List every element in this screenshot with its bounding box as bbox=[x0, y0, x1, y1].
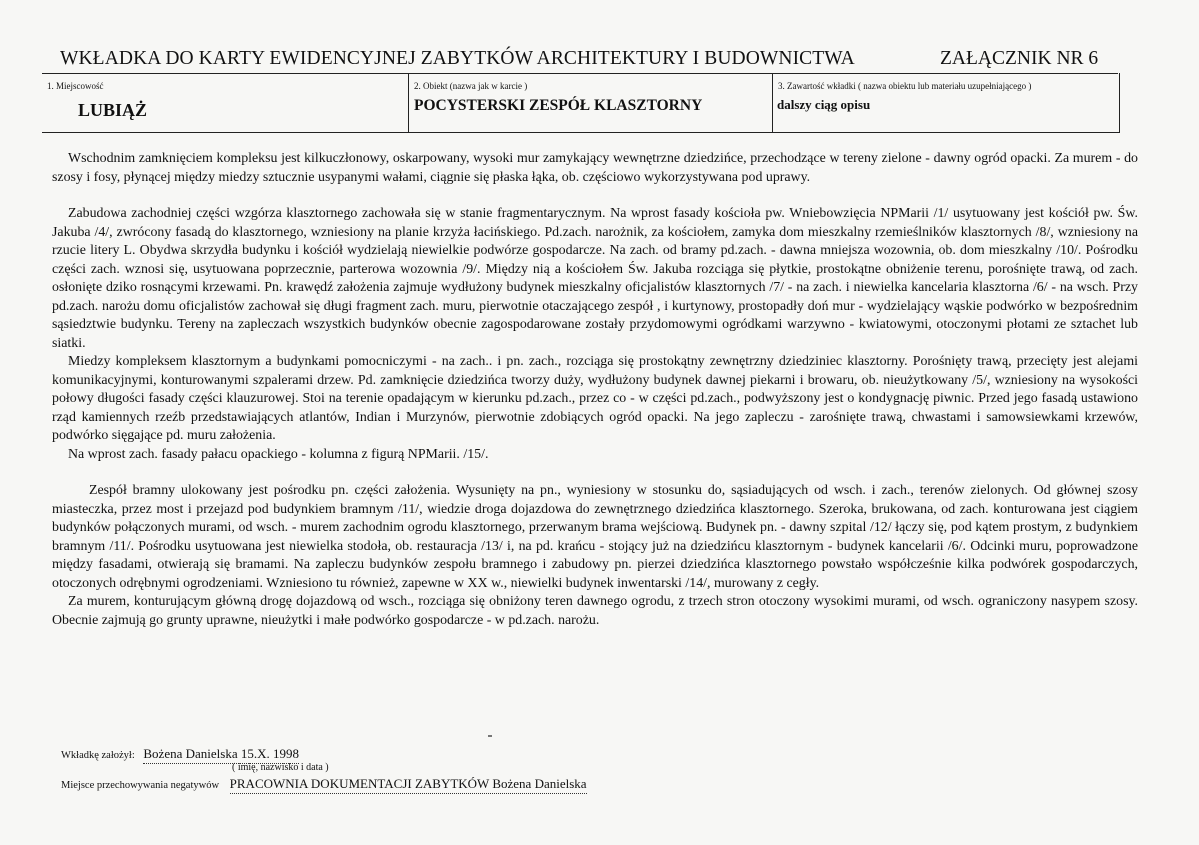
object-label: 2. Obiekt (nazwa jak w karcie ) bbox=[414, 81, 528, 91]
contents-value: dalszy ciąg opisu bbox=[777, 97, 871, 112]
document-title: WKŁADKA DO KARTY EWIDENCYJNEJ ZABYTKÓW ARCHITEKTURY I BUDOWNICTWA bbox=[60, 48, 855, 69]
storage-label: Miejsce przechowywania negatywów bbox=[61, 780, 220, 791]
contents-box bbox=[772, 73, 1120, 133]
storage-row bbox=[61, 776, 587, 794]
paragraph: Zabudowa zachodniej części wzgórza klasztornego zachowała się w stanie fragmentarycznym. Na wprost fasady kościoła pw. Wniebowzięcia NPMarii /1/ usytuowany jest kościół pw. Św. Jakuba /4/, zwrócony fasadą do klasztornego, wzniesiony na planie krzyża łacińskiego. Pd.zach. narożnik, za kościołem, zamyka dom mieszkalny rzemieślników klasztornych /8/, wzniesiony na rzucie litery L. Obydwa skrzydła budynku i kościół wydzielają niewielkie podwórze gospodarcze. Na zach. od bramy pd.zach. - dawna mniejsza wozownia, ob. dom mieszkalny /10/. Pośrodku części zach. wznosi się, usytuowana poprzecznie, parterowa wozownia /9/. Między nią a kościołem Św. Jakuba rozciąga się płytkie, prostokątne obniżenie terenu, porośnięte trawą, od zach. osłonięte dziko rosnącymi krzewami. Pn. krawędź założenia zajmuje wydłużony budynek mieszkalny oficjalistów klasztornych /7/ - na zach. i niewielka kancelaria klasztorna /6/ - na wsch. Przy pd.zach. narożu domu oficjalistów zachował się długi fragment zach. muru, pierwotnie otaczającego zespół , i kurtynowy, prostopadły doń mur - wydzielający wąskie podwórko w bezpośrednim sąsiedztwie budynku. Tereny na zapleczach wszystkich budynków obecnie zagospodarowane zostały przydomowymi ogródkami warzywno - kwiatowymi, otoczonymi płotami ze sztachet lub siatki. bbox=[52, 206, 1138, 351]
created-by-hint: ( imię, nazwisko i data ) bbox=[232, 762, 329, 773]
object-value: POCYSTERSKI ZESPÓŁ KLASZTORNY bbox=[414, 97, 703, 114]
scan-speck bbox=[488, 735, 492, 737]
description-body bbox=[52, 150, 1138, 630]
paragraph: Za murem, konturującym główną drogę dojazdową od wsch., rozciąga się obniżony teren dawnego ogrodu, z trzech stron otoczony wysokimi murami, od wsch. ograniczony nasypem szosy. Obecnie zajmują go grunty uprawne, nieużytki i małe podwórko gospodarcze - w pd.zach. narożu. bbox=[52, 594, 1138, 628]
contents-label: 3. Zawartość wkładki ( nazwa obiektu lub materiału uzupełniającego ) bbox=[778, 81, 1032, 91]
object-box bbox=[408, 73, 773, 133]
paragraph: Wschodnim zamknięciem kompleksu jest kilkuczłonowy, oskarpowany, wysoki mur zamykający wewnętrzne dziedzińce, przechodzące w tereny zielone - dawny ogród opacki. Za murem - do szosy i fosy, płynącej między miedzy sztucznie usypanymi wałami, ciągnie się płaska łąka, ob. częściowo wykorzystywana pod uprawy. bbox=[52, 151, 1138, 185]
created-by-label: Wkładkę założył: bbox=[61, 750, 135, 761]
created-by-value: Bożena Danielska 15.X. 1998 bbox=[143, 746, 299, 764]
locality-label: 1. Miejscowość bbox=[47, 81, 104, 91]
paragraph: Na wprost zach. fasady pałacu opackiego - kolumna z figurą NPMarii. /15/. bbox=[68, 446, 489, 462]
field-boxes bbox=[42, 73, 1118, 133]
paragraph: Miedzy kompleksem klasztornym a budynkami pomocniczymi - na zach.. i pn. zach., rozciąga się prostokątny zewnętrzny dziedziniec klasztorny. Porośnięty trawą, przecięty jest alejami komunikacyjnymi, konturowanymi szpalerami drzew. Pd. zamknięcie dziedzińca tworzy duży, wydłużony budynek dawnej piekarni i browaru, ob. nieużytkowany /5/, wzniesiony na wysokości połowy długości fasady części klauzurowej. Stoi na terenie opadającym w kierunku pd.zach., przez co - w części pd.zach., podwyższony jest o kondygnację piwnic. Przed jego fasadą ustawiono rząd kamiennych rzeźb przedstawiających atlantów, Indian i Murzynów, pierwotnie zdobiących ogród opacki. Na jego zapleczu - zarośnięte trawą, chwastami i samowsiewkami krzewów, podwórko sięgające pd. muru założenia. bbox=[52, 354, 1138, 443]
locality-value: LUBIĄŻ bbox=[78, 100, 148, 120]
locality-box bbox=[42, 73, 408, 133]
paragraph: Zespół bramny ulokowany jest pośrodku pn. części założenia. Wysunięty na pn., wyniesiony w stosunku do, sąsiadujących od wsch. i zach., terenów zielonych. Od głównej szosy miasteczka, przez most i przejazd pod budynkiem bramnym /11/, wiedzie droga dojazdowa do zewnętrznego dziedzińca klasztornego. Szeroka, brukowana, od zach. konturowana jest ciągiem budynków połączonych murami, od wsch. - murem zachodnim ogrodu klasztornego, przerwanym brama wejściową. Budynek pn. - dawny szpital /12/ łączy się, pod kątem prostym, z budynkiem bramnym /11/. Pośrodku usytuowana jest niewielka stodoła, ob. restauracja /13/ i, na pd. krańcu - stojący już na dziedzińcu klasztornym - budynek kancelarii /6/. Odcinki muru, poprowadzone między fasadami, otwierają się bramami. Na zapleczu budynków zespołu bramnego i zabudowy pn. pierzei dziedzińca klasztornego powstało współcześnie kilka podwórek gospodarczych, otoczonych odrębnymi ogrodzeniami. Wzniesiono tu również, zapewne w XX w., niewielki budynek inwentarski /14/, murowany z cegły. bbox=[52, 483, 1138, 591]
storage-value: PRACOWNIA DOKUMENTACJI ZABYTKÓW Bożena Danielska bbox=[230, 776, 587, 794]
annex-number: ZAŁĄCZNIK NR 6 bbox=[940, 48, 1099, 69]
